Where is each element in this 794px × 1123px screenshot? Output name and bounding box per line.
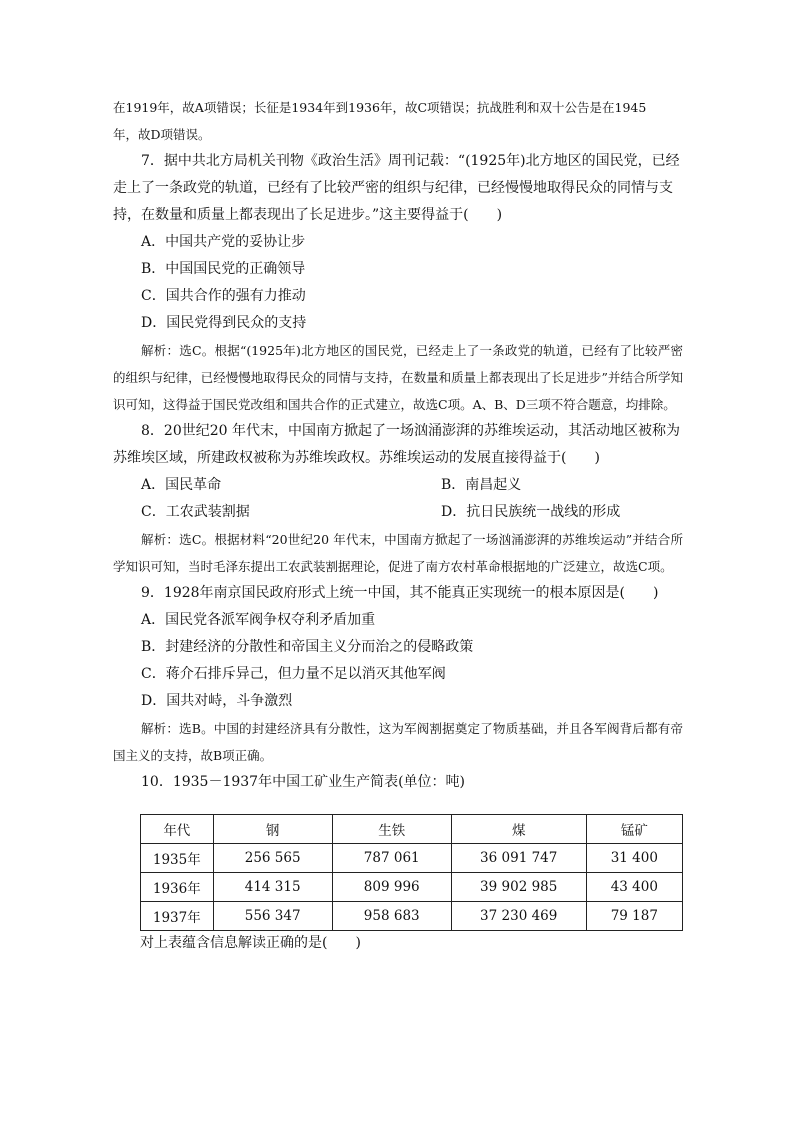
- question-7-option-a: A．中国共产党的妥协让步: [141, 234, 306, 250]
- table-cell: 256 565: [213, 844, 332, 873]
- table-cell: 79 187: [586, 902, 682, 931]
- production-table: [140, 814, 683, 931]
- table-cell: 787 061: [332, 844, 451, 873]
- question-8-options-row-1: [113, 472, 683, 499]
- question-7-option-c: C．国共合作的强有力推动: [141, 288, 306, 304]
- question-8-option-c: C．工农武装割据: [141, 504, 250, 520]
- question-7-option-d: D．国民党得到民众的支持: [141, 315, 307, 331]
- table-cell: 809 996: [332, 873, 451, 902]
- intro-line-2: 年，故D项错误。: [113, 127, 211, 142]
- question-9-option-a: A．国民党各派军阀争权夺利矛盾加重: [141, 612, 376, 628]
- question-9-option-c: C．蒋介石排斥异己，但力量不足以消灭其他军阀: [141, 666, 446, 682]
- document-page: [113, 94, 683, 955]
- table-cell: 1936年: [141, 873, 214, 902]
- question-8-option-b: B．南昌起义: [441, 477, 522, 493]
- question-8-options-row-2: [113, 499, 683, 526]
- table-cell: 958 683: [332, 902, 451, 931]
- question-8-stem: 8．20世纪20 年代末，中国南方掀起了一场汹涌澎湃的苏维埃运动，其活动地区被称为苏维埃区域，所建政权被称为苏维埃政权。苏维埃运动的发展直接得益于( ): [113, 423, 680, 466]
- question-8-option-d: D．抗日民族统一战线的形成: [441, 504, 621, 520]
- table-cell: 36 091 747: [451, 844, 586, 873]
- table-cell: 1935年: [141, 844, 214, 873]
- table-header: 年代: [141, 815, 214, 844]
- question-8-option-a: A．国民革命: [141, 477, 222, 493]
- question-10-prompt: 对上表蕴含信息解读正确的是( ): [140, 935, 361, 951]
- table-header-row: [141, 815, 683, 844]
- question-8-analysis: 解析：选C。根据材料“20世纪20 年代末，中国南方掀起了一场汹涌澎湃的苏维埃运动”并结合所学知识可知，当时毛泽东提出工农武装割据理论，促进了南方农村革命根据地的广泛建立，故选C项。: [113, 532, 683, 574]
- table-row: [141, 873, 683, 902]
- table-header: 锰矿: [586, 815, 682, 844]
- table-cell: 556 347: [213, 902, 332, 931]
- question-7-analysis: 解析：选C。根据“(1925年)北方地区的国民党，已经走上了一条政党的轨道，已经有了比较严密的组织与纪律，已经慢慢地取得民众的同情与支持，在数量和质量上都表现出了长足进步”并结合所学知识可知，这得益于国民党改组和国共合作的正式建立，故选C项。A、B、D三项不符合题意，均排除。: [113, 343, 683, 412]
- question-9-option-d: D．国共对峙，斗争激烈: [141, 693, 293, 709]
- intro-line-1: 在1919年，故A项错误；长征是1934年到1936年，故C项错误；抗战胜利和双十公告是在1945: [113, 100, 647, 115]
- table-header: 钢: [213, 815, 332, 844]
- question-7-stem: 7．据中共北方局机关刊物《政治生活》周刊记载：“(1925年)北方地区的国民党，已经走上了一条政党的轨道，已经有了比较严密的组织与纪律，已经慢慢地取得民众的同情与支持，在数量和质量上都表现出了长足进步。”这主要得益于( ): [113, 153, 680, 223]
- question-7-option-b: B．中国国民党的正确领导: [141, 261, 306, 277]
- question-9-stem: 9．1928年南京国民政府形式上统一中国，其不能真正实现统一的根本原因是( ): [141, 585, 659, 601]
- table-row: [141, 844, 683, 873]
- table-header: 煤: [451, 815, 586, 844]
- question-10-stem: 10．1935－1937年中国工矿业生产简表(单位：吨): [141, 774, 465, 790]
- table-cell: 37 230 469: [451, 902, 586, 931]
- question-9-option-b: B．封建经济的分散性和帝国主义分而治之的侵略政策: [141, 639, 474, 655]
- table-cell: 1937年: [141, 902, 214, 931]
- table-cell: 414 315: [213, 873, 332, 902]
- table-cell: 31 400: [586, 844, 682, 873]
- table-cell: 43 400: [586, 873, 682, 902]
- question-9-analysis: 解析：选B。中国的封建经济具有分散性，这为军阀割据奠定了物质基础，并且各军阀背后都有帝国主义的支持，故B项正确。: [113, 721, 683, 763]
- table-row: [141, 902, 683, 931]
- table-cell: 39 902 985: [451, 873, 586, 902]
- table-header: 生铁: [332, 815, 451, 844]
